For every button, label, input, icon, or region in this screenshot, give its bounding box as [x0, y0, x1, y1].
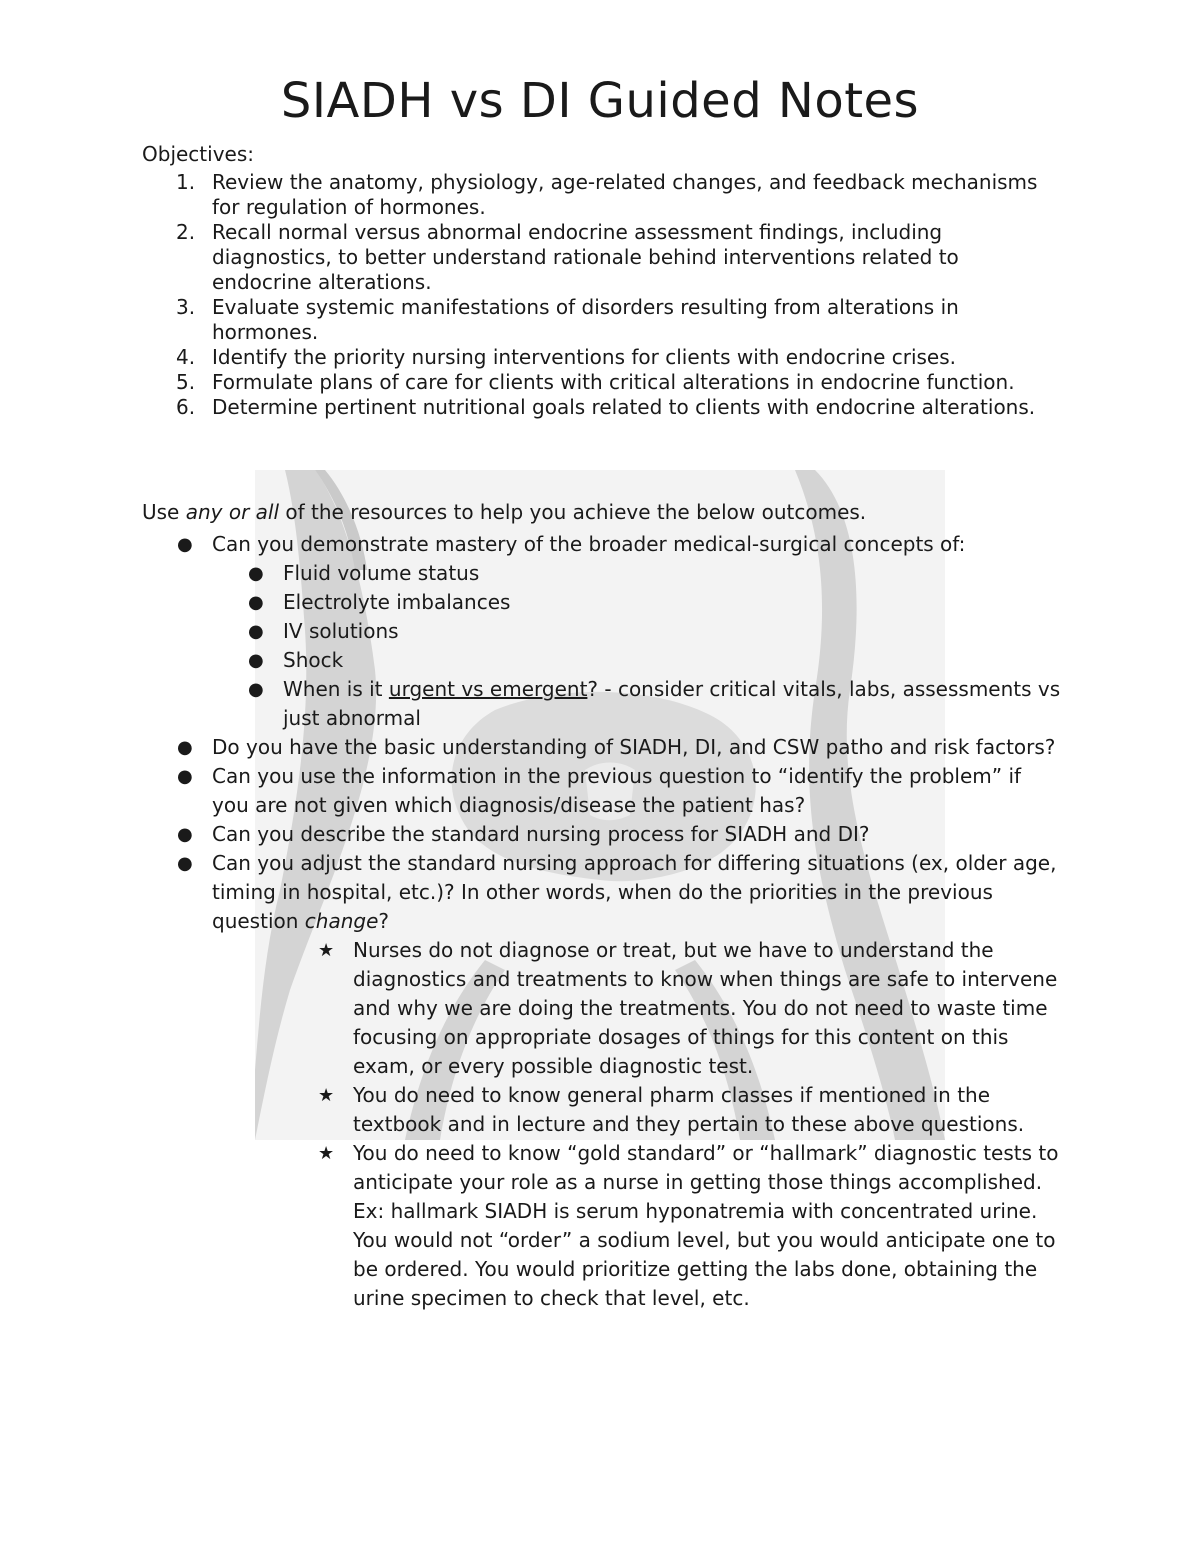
- outcome-question: [142, 849, 1062, 936]
- bullet-dot-icon: ●: [177, 766, 193, 787]
- outcome-text: Do you have the basic understanding of SIADH, DI, and CSW patho and risk factors?: [212, 735, 1056, 759]
- note-item: [142, 1139, 1062, 1313]
- bullet-dot-icon: ●: [177, 853, 193, 874]
- concept-item: [142, 617, 1062, 646]
- bullet-dot-icon: ●: [177, 737, 193, 758]
- objective-number: 5.: [176, 370, 196, 394]
- concept-text: Shock: [283, 648, 344, 672]
- objective-number: 3.: [176, 295, 196, 319]
- outcome-suffix: ?: [378, 909, 389, 933]
- bullet-star-icon: ★: [318, 1143, 335, 1164]
- bullet-star-icon: ★: [318, 1085, 335, 1106]
- concept-item: [142, 588, 1062, 617]
- concept-item: [142, 559, 1062, 588]
- outcome-text: Can you describe the standard nursing process for SIADH and DI?: [212, 822, 870, 846]
- intro-emphasis: any or all: [185, 500, 280, 524]
- outcome-prefix: Can you adjust the standard nursing approach for differing situations (ex, older age, timing in hospital, etc.)? In other words, when do the priorities in the previous question: [212, 851, 1057, 933]
- objective-item: [142, 170, 1042, 220]
- outcome-emphasis: change: [304, 909, 379, 933]
- concept-item: [142, 675, 1062, 733]
- bullet-dot-icon: ●: [248, 650, 264, 671]
- note-text: You do need to know general pharm classes if mentioned in the textbook and in lecture and they pertain to these above questions.: [353, 1083, 1025, 1136]
- bullet-star-icon: ★: [318, 940, 335, 961]
- bullet-dot-icon: ●: [248, 563, 264, 584]
- objective-item: [142, 345, 1042, 370]
- objectives-label: Objectives:: [142, 142, 254, 166]
- objective-text: Evaluate systemic manifestations of disorders resulting from alterations in hormones.: [212, 295, 959, 344]
- objective-item: [142, 370, 1042, 395]
- note-item: [142, 1081, 1062, 1139]
- concept-suffix: ? - consider critical vitals, labs, assessments vs just abnormal: [283, 677, 1061, 730]
- objective-text: Identify the priority nursing interventions for clients with endocrine crises.: [212, 345, 957, 369]
- objective-item: [142, 220, 1042, 295]
- objective-text: Review the anatomy, physiology, age-related changes, and feedback mechanisms for regulation of hormones.: [212, 170, 1038, 219]
- note-text: Nurses do not diagnose or treat, but we have to understand the diagnostics and treatments to know when things are safe to intervene and why we are doing the treatments. You do not need to waste time focusing on appropriate dosages of things for this content on this exam, or every possible diagnostic test.: [353, 938, 1058, 1078]
- objective-text: Recall normal versus abnormal endocrine assessment findings, including diagnostics, to better understand rationale behind interventions related to endocrine alterations.: [212, 220, 959, 294]
- objectives-list: [142, 170, 1042, 420]
- bullet-dot-icon: ●: [177, 824, 193, 845]
- concept-text: IV solutions: [283, 619, 399, 643]
- objective-number: 2.: [176, 220, 196, 244]
- objective-item: [142, 395, 1042, 420]
- outcome-text: Can you demonstrate mastery of the broader medical-surgical concepts of:: [212, 532, 966, 556]
- objective-text: Determine pertinent nutritional goals related to clients with endocrine alterations.: [212, 395, 1036, 419]
- bullet-dot-icon: ●: [248, 592, 264, 613]
- resources-intro: [142, 500, 866, 525]
- bullet-dot-icon: ●: [248, 679, 264, 700]
- concept-item: [142, 646, 1062, 675]
- outcome-question: [142, 530, 1062, 559]
- objective-text: Formulate plans of care for clients with critical alterations in endocrine function.: [212, 370, 1015, 394]
- outcome-question: [142, 762, 1062, 820]
- concept-underlined: urgent vs emergent: [388, 677, 588, 701]
- concept-text: Electrolyte imbalances: [283, 590, 511, 614]
- outcomes-outline: [142, 530, 1062, 1313]
- outcome-text: Can you use the information in the previous question to “identify the problem” if you are not given which diagnosis/disease the patient has?: [212, 764, 1022, 817]
- page-title: SIADH vs DI Guided Notes: [280, 73, 920, 129]
- objective-number: 6.: [176, 395, 196, 419]
- bullet-dot-icon: ●: [177, 534, 193, 555]
- bullet-dot-icon: ●: [248, 621, 264, 642]
- objective-item: [142, 295, 1042, 345]
- note-item: [142, 936, 1062, 1081]
- outcome-question: [142, 733, 1062, 762]
- concept-text: Fluid volume status: [283, 561, 480, 585]
- intro-prefix: Use: [142, 500, 186, 524]
- objective-number: 1.: [176, 170, 196, 194]
- note-text: You do need to know “gold standard” or “hallmark” diagnostic tests to anticipate your role as a nurse in getting those things accomplished. Ex: hallmark SIADH is serum hyponatremia with concentrated urine. You would not “order” a sodium level, but you would anticipate one to be ordered. You would prioritize getting the labs done, obtaining the urine specimen to check that level, etc.: [353, 1141, 1059, 1310]
- concept-prefix: When is it: [283, 677, 389, 701]
- outcome-question: [142, 820, 1062, 849]
- intro-suffix: of the resources to help you achieve the below outcomes.: [279, 500, 867, 524]
- objective-number: 4.: [176, 345, 196, 369]
